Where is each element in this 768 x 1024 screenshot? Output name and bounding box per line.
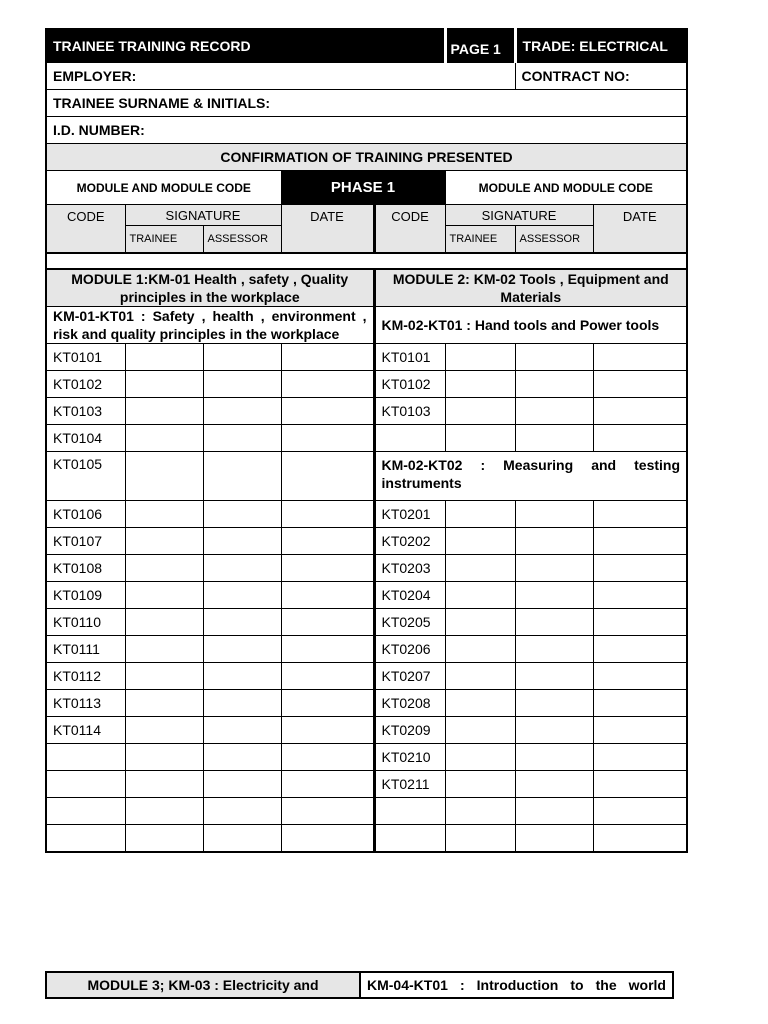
assessor-signature-left[interactable] <box>203 744 281 771</box>
assessor-signature-right[interactable] <box>515 371 593 398</box>
column-signature-right: SIGNATURE <box>445 205 593 226</box>
assessor-signature-right[interactable] <box>515 798 593 825</box>
date-right[interactable] <box>593 582 687 609</box>
trainee-signature-right[interactable] <box>445 825 515 853</box>
code-cell-left: KT0101 <box>46 344 125 371</box>
trainee-signature-right[interactable] <box>445 398 515 425</box>
module-code-label-right: MODULE AND MODULE CODE <box>445 171 687 205</box>
code-cell-left: KT0109 <box>46 582 125 609</box>
km04-kt01-heading: KM-04-KT01 : Introduction to the world <box>360 972 673 998</box>
code-cell-left <box>46 744 125 771</box>
table-row <box>46 825 687 853</box>
code-cell-left: KT0108 <box>46 555 125 582</box>
trainee-signature-right[interactable] <box>445 717 515 744</box>
date-right[interactable] <box>593 609 687 636</box>
date-left[interactable] <box>281 501 374 528</box>
date-left[interactable] <box>281 717 374 744</box>
trainee-signature-left[interactable] <box>125 717 203 744</box>
date-left[interactable] <box>281 371 374 398</box>
column-date-left: DATE <box>281 205 374 254</box>
date-right[interactable] <box>593 344 687 371</box>
page-number: PAGE 1 <box>445 29 515 63</box>
module1-title: MODULE 1:KM-01 Health , safety , Quality principles in the workplace <box>46 269 374 307</box>
trainee-signature-right[interactable] <box>445 425 515 452</box>
assessor-signature-left[interactable] <box>203 555 281 582</box>
date-left[interactable] <box>281 555 374 582</box>
column-assessor-left: ASSESSOR <box>203 226 281 254</box>
code-cell-right <box>374 798 445 825</box>
assessor-signature-left[interactable] <box>203 501 281 528</box>
assessor-signature-left[interactable] <box>203 425 281 452</box>
date-left[interactable] <box>281 528 374 555</box>
module3-title: MODULE 3; KM-03 : Electricity and <box>46 972 360 998</box>
code-cell-right: KT0204 <box>374 582 445 609</box>
form-title: TRAINEE TRAINING RECORD <box>46 29 445 63</box>
trainee-signature-right[interactable] <box>445 371 515 398</box>
km02-kt01-heading: KM-02-KT01 : Hand tools and Power tools <box>374 307 687 344</box>
assessor-signature-right[interactable] <box>515 528 593 555</box>
trainee-signature-right[interactable] <box>445 663 515 690</box>
date-left[interactable] <box>281 344 374 371</box>
date-left[interactable] <box>281 582 374 609</box>
code-cell-right: KT0206 <box>374 636 445 663</box>
code-cell-left: KT0112 <box>46 663 125 690</box>
date-left[interactable] <box>281 636 374 663</box>
assessor-signature-left[interactable] <box>203 663 281 690</box>
module2-title: MODULE 2: KM-02 Tools , Equipment and Materials <box>374 269 687 307</box>
trainee-signature-right[interactable] <box>445 501 515 528</box>
code-cell-right: KT0103 <box>374 398 445 425</box>
assessor-signature-right[interactable] <box>515 771 593 798</box>
date-right[interactable] <box>593 555 687 582</box>
training-record-form <box>45 28 686 853</box>
trainee-signature-right[interactable] <box>445 344 515 371</box>
date-left[interactable] <box>281 425 374 452</box>
date-left[interactable] <box>281 744 374 771</box>
trainee-signature-right[interactable] <box>445 771 515 798</box>
column-date-right: DATE <box>593 205 687 254</box>
trainee-signature-left[interactable] <box>125 398 203 425</box>
assessor-signature-right[interactable] <box>515 609 593 636</box>
trainee-signature-right[interactable] <box>445 636 515 663</box>
date-right[interactable] <box>593 425 687 452</box>
km02-kt02-heading: KM-02-KT02 : Measuring and testing instruments <box>374 452 687 501</box>
assessor-signature-right[interactable] <box>515 663 593 690</box>
employer-field[interactable]: EMPLOYER: <box>46 63 515 90</box>
assessor-signature-right[interactable] <box>515 636 593 663</box>
code-cell-right: KT0209 <box>374 717 445 744</box>
trainee-signature-left[interactable] <box>125 344 203 371</box>
assessor-signature-left[interactable] <box>203 771 281 798</box>
record-table <box>45 28 688 853</box>
column-signature-left: SIGNATURE <box>125 205 281 226</box>
code-cell-right: KT0201 <box>374 501 445 528</box>
code-cell-right: KT0202 <box>374 528 445 555</box>
trainee-signature-right[interactable] <box>445 744 515 771</box>
next-page-header <box>45 971 674 999</box>
assessor-signature-right[interactable] <box>515 555 593 582</box>
spacer-row <box>46 253 687 269</box>
trainee-signature-left[interactable] <box>125 452 203 501</box>
date-right[interactable] <box>593 371 687 398</box>
code-cell-left: KT0114 <box>46 717 125 744</box>
assessor-signature-right[interactable] <box>515 690 593 717</box>
code-cell-left: KT0102 <box>46 371 125 398</box>
trainee-signature-right[interactable] <box>445 582 515 609</box>
table-row <box>46 582 687 609</box>
table-row <box>46 398 687 425</box>
code-cell-left <box>46 771 125 798</box>
date-left[interactable] <box>281 398 374 425</box>
date-right[interactable] <box>593 744 687 771</box>
trainee-name-field[interactable]: TRAINEE SURNAME & INITIALS: <box>46 90 687 117</box>
table-row <box>46 636 687 663</box>
trainee-signature-right[interactable] <box>445 690 515 717</box>
trainee-signature-left[interactable] <box>125 501 203 528</box>
code-cell-right: KT0205 <box>374 609 445 636</box>
date-right[interactable] <box>593 663 687 690</box>
assessor-signature-left[interactable] <box>203 636 281 663</box>
date-left[interactable] <box>281 609 374 636</box>
date-right[interactable] <box>593 636 687 663</box>
assessor-signature-right[interactable] <box>515 398 593 425</box>
table-row <box>46 555 687 582</box>
assessor-signature-left[interactable] <box>203 717 281 744</box>
code-cell-right: KT0207 <box>374 663 445 690</box>
table-row <box>46 717 687 744</box>
date-right[interactable] <box>593 825 687 853</box>
code-cell-right <box>374 425 445 452</box>
code-cell-left: KT0104 <box>46 425 125 452</box>
km01-kt01-heading: KM-01-KT01 : Safety , health , environment , risk and quality principles in the workplace <box>46 307 374 344</box>
trainee-signature-left[interactable] <box>125 744 203 771</box>
trade-label: TRADE: ELECTRICAL <box>515 29 687 63</box>
phase-label: PHASE 1 <box>281 171 445 205</box>
trainee-signature-left[interactable] <box>125 825 203 853</box>
code-cell-left: KT0105 <box>46 452 125 501</box>
trainee-signature-left[interactable] <box>125 771 203 798</box>
trainee-signature-left[interactable] <box>125 636 203 663</box>
code-cell-left: KT0103 <box>46 398 125 425</box>
date-right[interactable] <box>593 798 687 825</box>
assessor-signature-right[interactable] <box>515 425 593 452</box>
table-row <box>46 528 687 555</box>
module-code-label-left: MODULE AND MODULE CODE <box>46 171 281 205</box>
code-cell-right: KT0211 <box>374 771 445 798</box>
contract-field[interactable]: CONTRACT NO: <box>515 63 687 90</box>
trainee-signature-left[interactable] <box>125 425 203 452</box>
assessor-signature-right[interactable] <box>515 344 593 371</box>
trainee-signature-right[interactable] <box>445 798 515 825</box>
assessor-signature-left[interactable] <box>203 582 281 609</box>
table-row <box>46 771 687 798</box>
trainee-signature-right[interactable] <box>445 528 515 555</box>
code-cell-right: KT0102 <box>374 371 445 398</box>
code-cell-left: KT0113 <box>46 690 125 717</box>
date-right[interactable] <box>593 717 687 744</box>
code-cell-right: KT0101 <box>374 344 445 371</box>
date-left[interactable] <box>281 771 374 798</box>
code-cell-right: KT0210 <box>374 744 445 771</box>
code-cell-left: KT0110 <box>46 609 125 636</box>
date-left[interactable] <box>281 452 374 501</box>
table-row <box>46 690 687 717</box>
table-row <box>46 744 687 771</box>
trainee-signature-right[interactable] <box>445 555 515 582</box>
date-right[interactable] <box>593 771 687 798</box>
table-row <box>46 371 687 398</box>
assessor-signature-left[interactable] <box>203 690 281 717</box>
code-cell-left: KT0107 <box>46 528 125 555</box>
assessor-signature-right[interactable] <box>515 501 593 528</box>
assessor-signature-right[interactable] <box>515 744 593 771</box>
assessor-signature-left[interactable] <box>203 452 281 501</box>
trainee-signature-left[interactable] <box>125 690 203 717</box>
assessor-signature-left[interactable] <box>203 825 281 853</box>
trainee-signature-left[interactable] <box>125 582 203 609</box>
code-cell-left: KT0106 <box>46 501 125 528</box>
table-row <box>46 609 687 636</box>
assessor-signature-right[interactable] <box>515 582 593 609</box>
column-code-left: CODE <box>46 205 125 254</box>
assessor-signature-left[interactable] <box>203 609 281 636</box>
date-left[interactable] <box>281 825 374 853</box>
assessor-signature-left[interactable] <box>203 398 281 425</box>
date-left[interactable] <box>281 663 374 690</box>
table-row <box>46 425 687 452</box>
assessor-signature-left[interactable] <box>203 344 281 371</box>
trainee-signature-right[interactable] <box>445 609 515 636</box>
trainee-signature-left[interactable] <box>125 371 203 398</box>
column-trainee-left: TRAINEE <box>125 226 203 254</box>
table-row <box>46 452 687 501</box>
assessor-signature-left[interactable] <box>203 528 281 555</box>
kt-rows <box>46 344 687 853</box>
trainee-signature-left[interactable] <box>125 528 203 555</box>
date-right[interactable] <box>593 690 687 717</box>
code-cell-left <box>46 825 125 853</box>
assessor-signature-right[interactable] <box>515 717 593 744</box>
table-row <box>46 501 687 528</box>
assessor-signature-left[interactable] <box>203 371 281 398</box>
date-right[interactable] <box>593 398 687 425</box>
column-code-right: CODE <box>374 205 445 254</box>
code-cell-right: KT0203 <box>374 555 445 582</box>
code-cell-left <box>46 798 125 825</box>
trainee-signature-left[interactable] <box>125 609 203 636</box>
date-right[interactable] <box>593 501 687 528</box>
trainee-signature-left[interactable] <box>125 798 203 825</box>
code-cell-left: KT0111 <box>46 636 125 663</box>
code-cell-right: KT0208 <box>374 690 445 717</box>
date-left[interactable] <box>281 798 374 825</box>
date-right[interactable] <box>593 528 687 555</box>
assessor-signature-right[interactable] <box>515 825 593 853</box>
id-number-field[interactable]: I.D. NUMBER: <box>46 117 687 144</box>
table-row <box>46 798 687 825</box>
code-cell-right <box>374 825 445 853</box>
assessor-signature-left[interactable] <box>203 798 281 825</box>
date-left[interactable] <box>281 690 374 717</box>
confirmation-heading: CONFIRMATION OF TRAINING PRESENTED <box>46 144 687 171</box>
column-assessor-right: ASSESSOR <box>515 226 593 254</box>
column-trainee-right: TRAINEE <box>445 226 515 254</box>
trainee-signature-left[interactable] <box>125 555 203 582</box>
table-row <box>46 663 687 690</box>
table-row <box>46 344 687 371</box>
trainee-signature-left[interactable] <box>125 663 203 690</box>
